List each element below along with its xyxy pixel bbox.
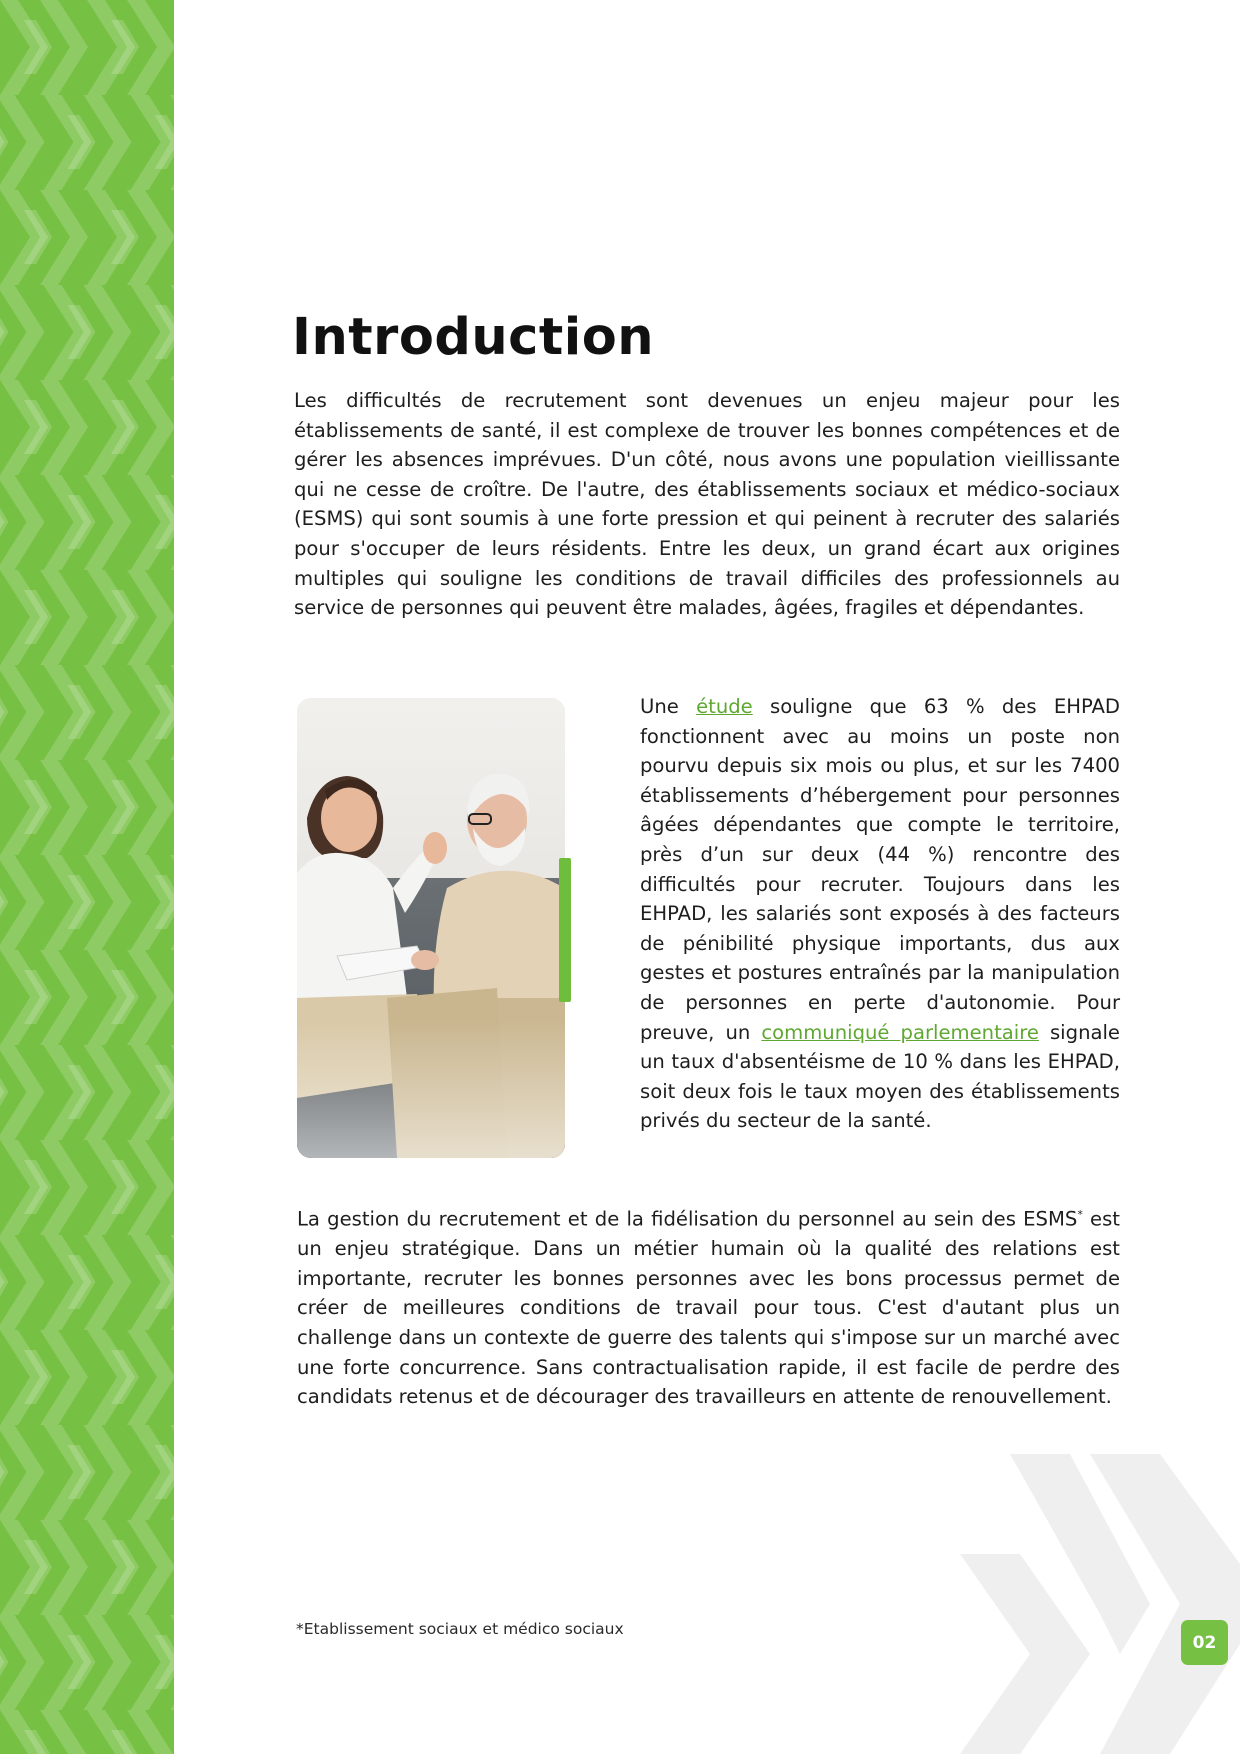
communique-parlementaire-link[interactable]: communiqué parlementaire — [761, 1020, 1039, 1044]
study-text-3: signale un taux d'absentéisme de 10 % dans les EHPAD, soit deux fois le taux moyen des établissements privés du secteur de la santé. — [640, 1020, 1120, 1133]
page-number-badge: 02 — [1181, 1620, 1228, 1665]
recruitment-text-1: La gestion du recrutement et de la fidélisation du personnel au sein des ESMS — [297, 1207, 1078, 1231]
page-title: Introduction — [292, 308, 655, 367]
caregiver-photo — [297, 698, 565, 1158]
etude-link[interactable]: étude — [696, 695, 753, 718]
footnote-marker: * — [1077, 1208, 1083, 1221]
recruitment-paragraph — [297, 1200, 1120, 1412]
study-paragraph — [640, 692, 1120, 1136]
footnote: *Etablissement sociaux et médico sociaux — [296, 1620, 624, 1638]
decorative-side-band — [0, 0, 174, 1754]
chevron-pattern-icon — [0, 0, 174, 1754]
photo-accent-bar — [559, 858, 571, 1002]
recruitment-text-2: est un enjeu stratégique. Dans un métier humain où la qualité des relations est importante, recruter les bonnes personnes avec les bons processus permet de créer de meilleures conditions de travail pour tous. C'est d'autant plus un challenge dans un contexte de guerre des talents qui s'impose sur un marché avec une forte concurrence. Sans contractualisation rapide, il est facile de perdre des candidats retenus et de décourager des travailleurs en attente de renouvellement. — [297, 1207, 1120, 1409]
decorative-chevron-icon — [950, 1454, 1240, 1754]
study-text-1: Une — [640, 695, 697, 718]
study-text-2: souligne que 63 % des EHPAD fonctionnent avec au moins un poste non pourvu depuis six mois ou plus, et sur les 7400 établissements d’hébergement pour personnes âgées dépendantes que compte le territoire, près d’un sur deux (44 %) rencontre des difficultés pour recruter. Toujours dans les EHPAD, les salariés sont exposés à des facteurs de pénibilité physique importants, dus aux gestes et postures entraînés par la manipulation de personnes en perte d'autonomie. Pour preuve, un — [640, 695, 1120, 1044]
intro-paragraph: Les difficultés de recrutement sont devenues un enjeu majeur pour les établissements de santé, il est complexe de trouver les bonnes compétences et de gérer les absences imprévues. D'un côté, nous avons une population vieillissante qui ne cesse de croître. De l'autre, des établissements sociaux et médico-sociaux (ESMS) qui sont soumis à une forte pression et qui peinent à recruter des salariés pour s'occuper de leurs résidents. Entre les deux, un grand écart aux origines multiples qui souligne les conditions de travail difficiles des professionnels au service de personnes qui peuvent être malades, âgées, fragiles et dépendantes. — [294, 389, 1120, 620]
